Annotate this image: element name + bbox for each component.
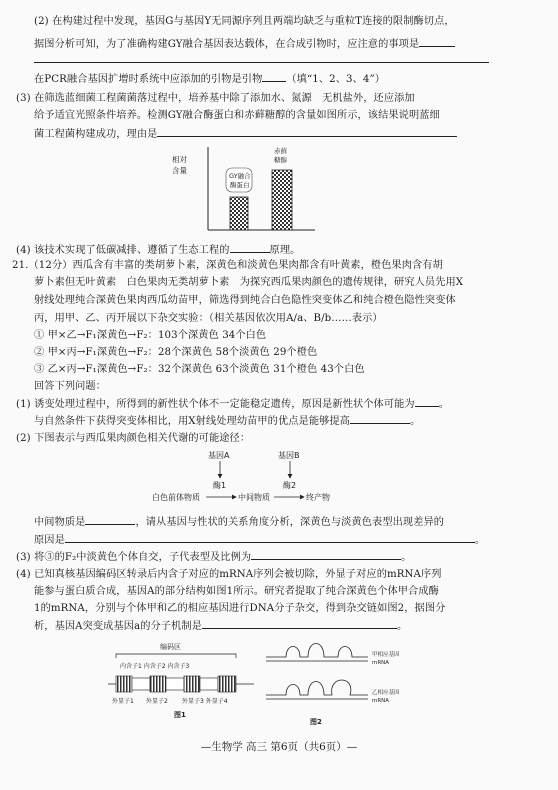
graph-bar-erythritol-label-1: 赤藓 [274, 147, 287, 155]
page-footer: —生物学 高三 第6页（共6页）— [200, 741, 358, 753]
q21-sub4-line4: 析，基因A突变成基因a的分子机制是 。 [34, 621, 408, 632]
q21-cross-1: ① 甲×乙→F₁深黄色→F₂：103个深黄色 34个白色 [34, 330, 267, 341]
q21-sub2-line2 [34, 515, 444, 529]
fig2-mrna-a-label: mRNA [372, 660, 390, 666]
fig2-gene-a-strand [266, 644, 368, 658]
answer-blank[interactable] [85, 515, 135, 525]
q21-answer-prompt: 回答下列问题： [34, 381, 107, 392]
q21-sub1-text: (1) 诱变处理过程中，所得到的新性状个体不一定能稳定遗传，原因是新性状个体可能为 [16, 399, 415, 410]
q20-primer-text: 在PCR融合基因扩增时系统中应添加的引物是引物 [34, 74, 263, 85]
pathway-intermediate: 中间物质 [238, 493, 270, 502]
q21-sub2-line3: 原因是 。 [34, 535, 486, 546]
answer-blank[interactable] [262, 72, 286, 82]
fig2-caption: 图2 [310, 718, 322, 726]
q21-sub3: (3) 将③的F₂中淡黄色个体自交，子代表型及比例为 。 [16, 552, 412, 563]
metabolic-pathway-diagram [150, 448, 400, 510]
pathway-end-product: 终产物 [306, 493, 330, 502]
answer-blank[interactable] [202, 619, 397, 629]
fig1-intron-1 [132, 678, 150, 690]
q21-sub1-line1: (1) 诱变处理过程中，所得到的新性状个体不一定能稳定遗传，原因是新性状个体可能为 。 [16, 399, 449, 410]
q21-sub1-line2: 与自然条件下获得突变体相比，用X射线处理幼苗甲的优点是能够提高 。 [34, 416, 421, 427]
answer-blank[interactable] [230, 243, 270, 253]
fig1-caption: 图1 [174, 711, 186, 719]
graph-bar-erythritol-label-2: 糖醇 [274, 156, 287, 164]
fig2-gene-b-label: 乙相应基因 [372, 690, 400, 696]
fig1-exon-1 [116, 676, 132, 692]
fig1-exon-4 [218, 676, 236, 692]
fig1-coding-region-label: 编码区 [160, 643, 181, 651]
fig2-gene-b-strand [266, 680, 368, 695]
q21-stem-line4: 丙，用甲、乙、丙开展以下杂交实验：（相关基因依次用A/a、B/b……表示） [34, 313, 383, 324]
q20-part2-line1: (2) 在构建过程中发现，基因G与基因Y无同源序列且两端均缺乏与重粒T连接的限制酶切点， [34, 16, 455, 27]
q21-sub4-line2: 能参与蛋白质合成，基因A的部分结构如图1所示。研究者提取了纯合深黄色个体甲合成酶 [34, 586, 439, 597]
figure-1-gene-structure [108, 640, 258, 722]
fig1-exon-2-label: 外显子2 [146, 698, 168, 705]
fig1-exon-3-4-label: 外显子3 外显子4 [182, 698, 228, 705]
q21-sub3-text: (3) 将③的F₂中淡黄色个体自交，子代表型及比例为 [16, 552, 252, 563]
q20-part4-tail: 原理。 [269, 245, 301, 256]
q20-reason-text: 菌工程菌构建成功，理由是 [34, 129, 158, 140]
answer-blank[interactable] [419, 37, 455, 47]
graph-ylabel-1: 相对 [172, 155, 187, 164]
fig1-intron-3 [200, 678, 218, 690]
graph-bar-protein-label-1: GY融合 [229, 172, 251, 180]
pathway-precursor: 白色前体物质 [152, 493, 200, 502]
q20-part3-line1: (3) 在筛选蓝细菌工程菌菌落过程中，培养基中除了添加水、氮源 无机盐外，还应添加 [16, 93, 415, 104]
fig1-exon-3 [184, 676, 200, 692]
q20-part3-line2: 给予适宜光照条件培养。检测GY融合酶蛋白和赤藓糖醇的含量如图所示，该结果说明蓝细 [34, 110, 440, 121]
q20-part4-text: (4) 该技术实现了低碳减排、遵循了生态工程的 [16, 245, 230, 256]
fig2-gene-a-label: 甲相应基因 [372, 652, 400, 658]
q20-part4 [16, 243, 300, 257]
q21-stem-line3: 射线处理纯合深黄色果肉西瓜幼苗甲，筛选得到纯合白色隐性突变体乙和纯合橙色隐性突变体 [34, 295, 456, 306]
q21-sub2-line1: (2) 下图表示与西瓜果肉颜色相关代谢的可能途径： [16, 433, 251, 444]
q20-part3-line3 [34, 127, 457, 141]
fig1-exon-2 [150, 676, 166, 692]
answer-blank[interactable] [350, 414, 410, 424]
fig1-intron-2 [166, 678, 184, 690]
q21-cause-text: 原因是 [34, 535, 65, 546]
q21-mechanism-text: 析，基因A突变成基因a的分子机制是 [34, 621, 202, 632]
fig2-mrna-b-label: mRNA [372, 698, 390, 704]
gene-b-label: 基因B [278, 451, 300, 460]
q21-intermediate-tail: ，请从基因与性状的关系角度分析，深黄色与淡黄色表型出现差异的 [135, 517, 445, 528]
fig1-introns-label: 内含子1 内含子2 内含子3 [120, 663, 190, 670]
fig1-exon-1-label: 外显子1 [112, 698, 134, 705]
graph-bar-erythritol [272, 170, 292, 230]
q21-stem-line1: 21.（12分）西瓜含有丰富的类胡萝卜素，深黄色和淡黄色果肉都含有叶黄素，橙色果肉含有胡 [12, 260, 443, 271]
answer-blank[interactable] [65, 533, 475, 543]
answer-blank[interactable] [251, 550, 401, 560]
q20-primer-hint: （填“1、2、3、4”） [286, 74, 386, 85]
q20-part2-text: 据图分析可知，为了准确构建GY融合基因表达载体，在合成引物时，应注意的事项是 [34, 39, 420, 50]
answer-blank[interactable] [415, 397, 439, 407]
answer-blank-line[interactable] [34, 62, 489, 63]
protein-erythritol-graph [170, 142, 320, 237]
q21-cross-2: ② 甲×丙→F₁深黄色→F₂：28个深黄色 58个淡黄色 29个橙色 [34, 347, 318, 358]
answer-blank[interactable] [157, 127, 457, 137]
graph-ylabel-2: 含量 [172, 166, 187, 175]
q20-part2-line2 [34, 37, 455, 51]
q21-sub4-line1: (4) 已知真核基因编码区转录后内含子对应的mRNA序列会被切除，外显子对应的mRNA序列 [16, 569, 442, 580]
q21-sub4-line3: 1的mRNA，分别与个体甲和乙的相应基因进行DNA分子杂交，得到杂交链如图2，据图分 [34, 603, 446, 614]
enzyme-2-label: 酶2 [283, 481, 297, 490]
figure-2-hybridization [260, 637, 420, 729]
enzyme-1-label: 酶1 [213, 481, 227, 490]
q21-sub1-advantage-text: 与自然条件下获得突变体相比，用X射线处理幼苗甲的优点是能够提高 [34, 416, 350, 427]
graph-bar-protein [230, 197, 248, 230]
gene-a-label: 基因A [208, 451, 230, 460]
q20-part2-line3 [34, 72, 385, 86]
q21-stem-line2: 萝卜素但无叶黄素 白色果肉无类胡萝卜素 为探究西瓜果肉颜色的遗传规律，研究人员先用X [34, 277, 464, 288]
q21-intermediate-text: 中间物质是 [34, 517, 86, 528]
graph-bar-protein-label-2: 酶蛋白 [230, 181, 250, 189]
q21-cross-3: ③ 乙×丙→F₁深黄色→F₂：32个深黄色 63个淡黄色 31个橙色 43个白色 [34, 364, 365, 375]
fig1-coding-bracket [116, 654, 236, 658]
